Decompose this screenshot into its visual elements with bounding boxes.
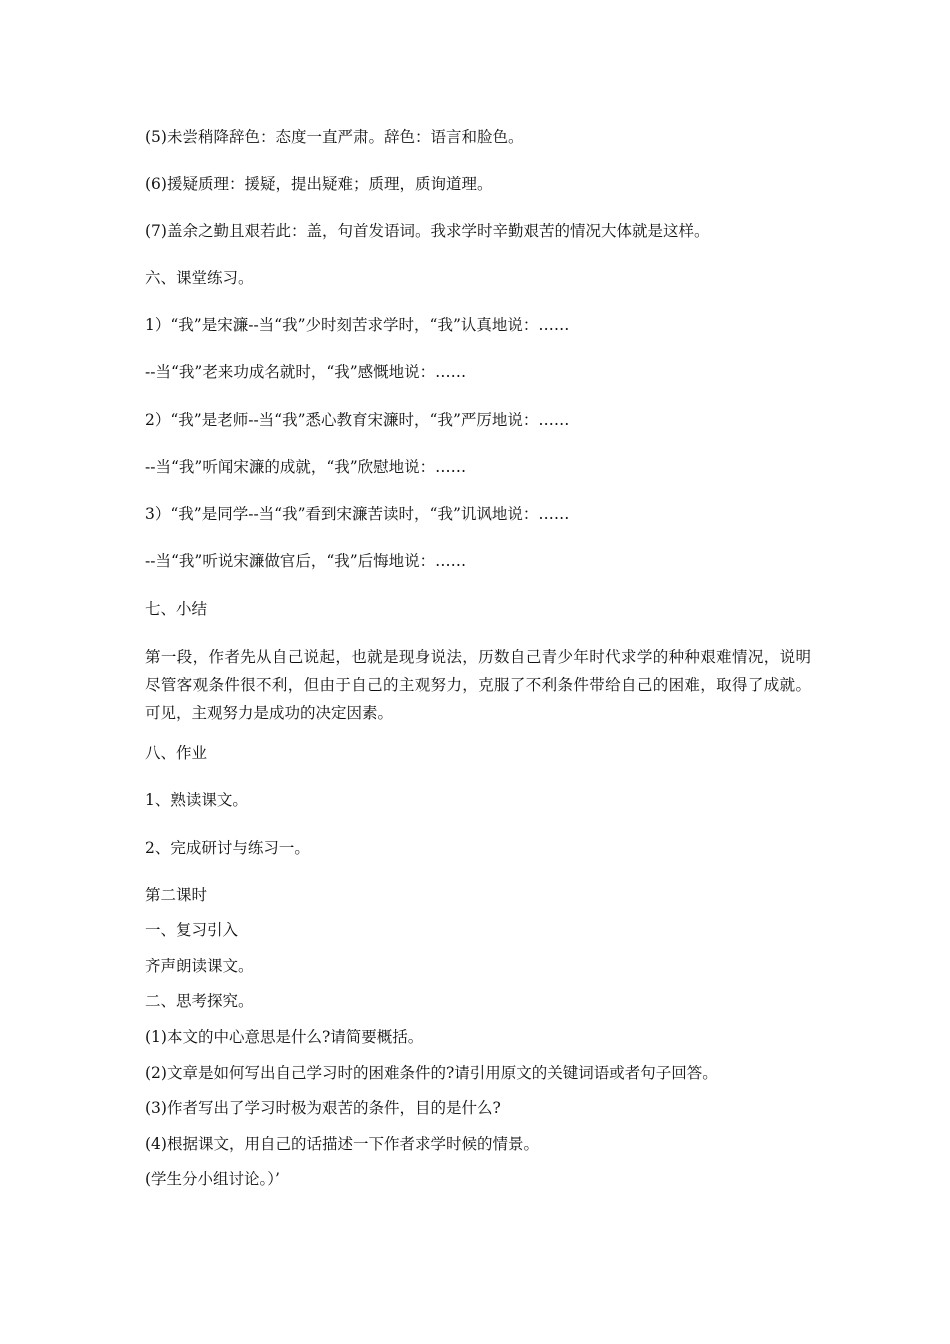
read-aloud: 齐声朗读课文。 bbox=[145, 957, 254, 975]
homework-1: 1、熟读课文。 bbox=[145, 791, 248, 809]
exercise-1-cont: --当“我”老来功成名就时，“我”感慨地说：…… bbox=[145, 363, 467, 381]
question-4: (4)根据课文，用自己的话描述一下作者求学时候的情景。 bbox=[145, 1135, 539, 1153]
summary-paragraph: 第一段，作者先从自己说起，也就是现身说法，历数自己青少年时代求学的种种艰难情况，说明尽管客观条件很不利，但由于自己的主观努力，克服了不利条件带给自己的困难，取得了成就。可见，主观努力是成功的决定因素。 bbox=[145, 648, 811, 722]
note-6: (6)援疑质理：援疑，提出疑难；质理，质询道理。 bbox=[145, 175, 493, 193]
section-explore: 二、思考探究。 bbox=[145, 992, 254, 1010]
exercise-3: 3）“我”是同学--当“我”看到宋濂苦读时，“我”讥讽地说：…… bbox=[145, 505, 570, 523]
exercise-2: 2）“我”是老师--当“我”悉心教育宋濂时，“我”严厉地说：…… bbox=[145, 411, 570, 429]
exercise-2-cont: --当“我”听闻宋濂的成就，“我”欣慰地说：…… bbox=[145, 458, 467, 476]
group-discussion-note: (学生分小组讨论。）’ bbox=[145, 1170, 280, 1188]
question-3: (3)作者写出了学习时极为艰苦的条件，目的是什么? bbox=[145, 1099, 501, 1117]
section-review: 一、复习引入 bbox=[145, 921, 239, 939]
note-7: (7)盖余之勤且艰若此：盖，句首发语词。我求学时辛勤艰苦的情况大体就是这样。 bbox=[145, 222, 710, 240]
exercise-3-cont: --当“我”听说宋濂做官后，“我”后悔地说：…… bbox=[145, 552, 467, 570]
note-5: (5)未尝稍降辞色：态度一直严肃。辞色：语言和脸色。 bbox=[145, 128, 524, 146]
lesson-two-title: 第二课时 bbox=[145, 886, 208, 904]
homework-2: 2、完成研讨与练习一。 bbox=[145, 839, 310, 857]
section-heading-8: 八、作业 bbox=[145, 744, 208, 762]
exercise-1: 1）“我”是宋濂--当“我”少时刻苦求学时，“我”认真地说：…… bbox=[145, 316, 570, 334]
question-2: (2)文章是如何写出自己学习时的困难条件的?请引用原文的关键词语或者句子回答。 bbox=[145, 1064, 718, 1082]
section-heading-7: 七、小结 bbox=[145, 600, 208, 618]
section-heading-6: 六、课堂练习。 bbox=[145, 269, 254, 287]
question-1: (1)本文的中心意思是什么?请简要概括。 bbox=[145, 1028, 424, 1046]
